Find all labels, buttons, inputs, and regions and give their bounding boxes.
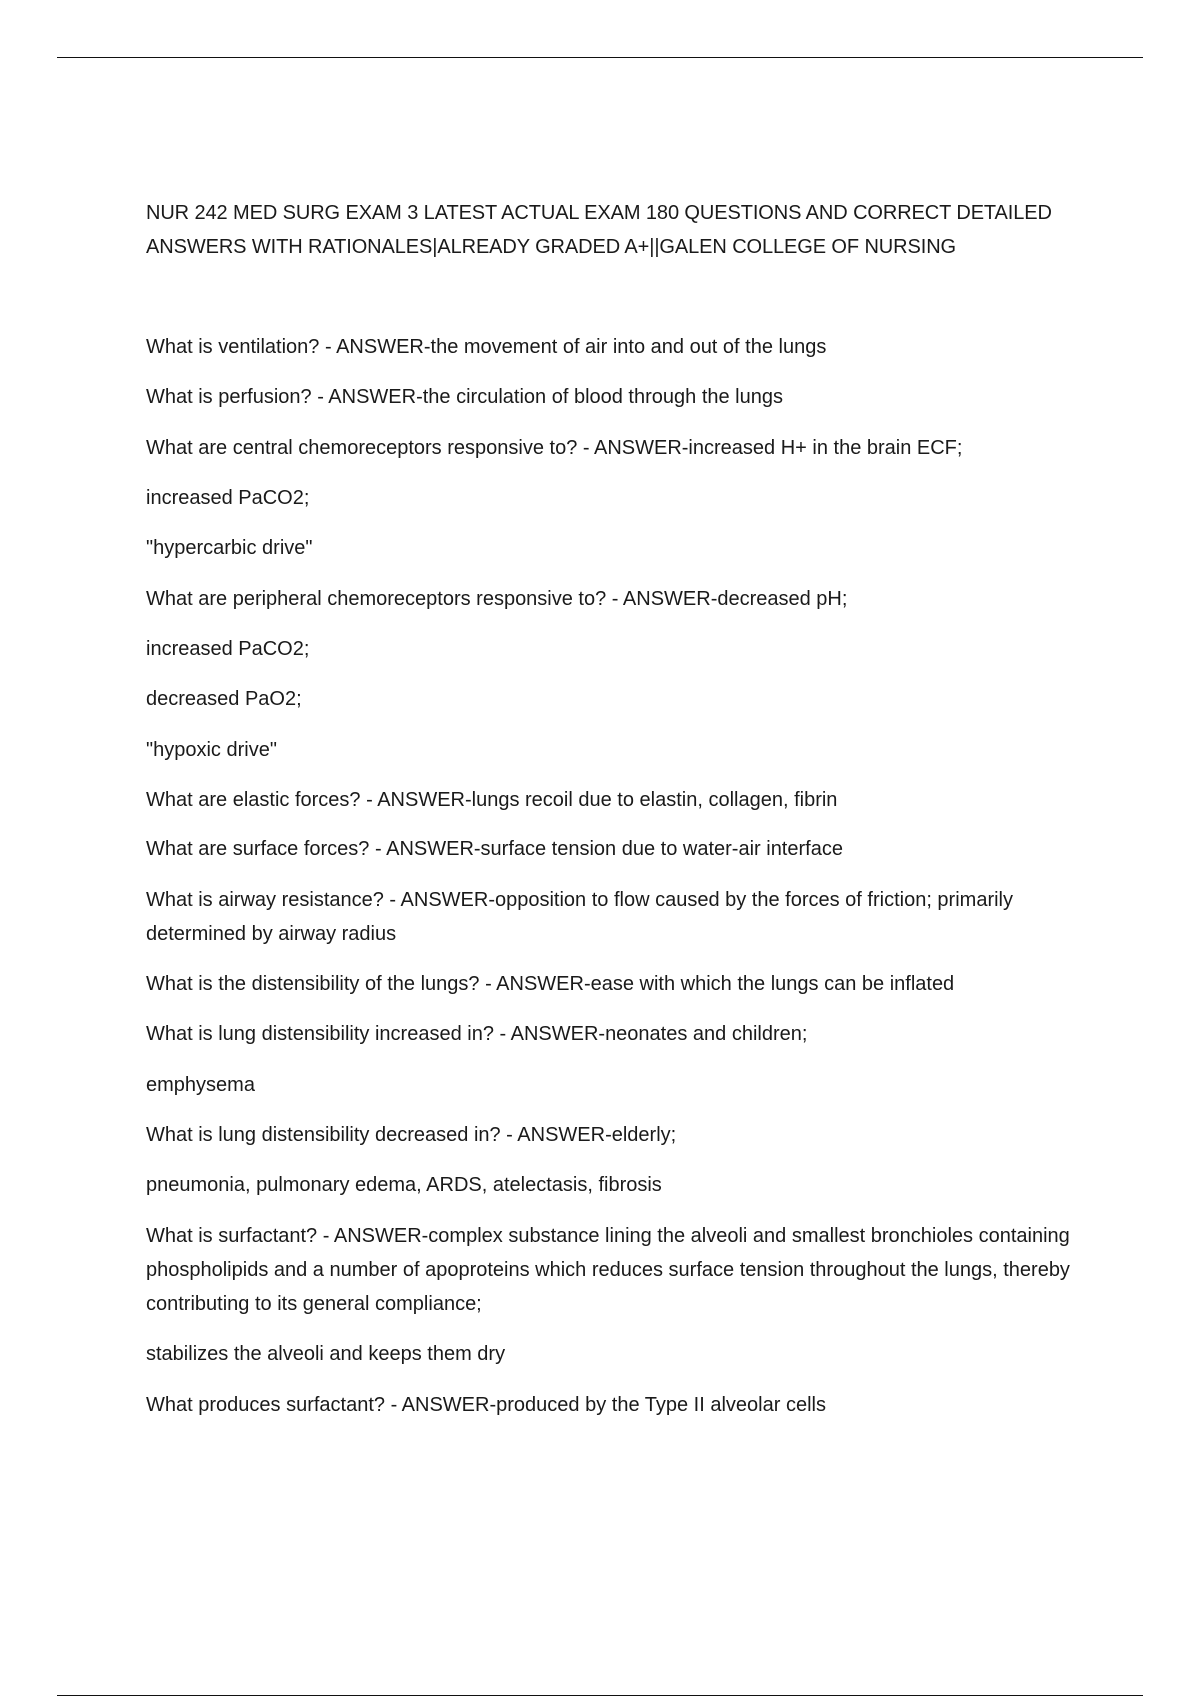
qa-line: What are surface forces? - ANSWER-surface tension due to water-air interface xyxy=(146,838,843,860)
qa-line: What is the distensibility of the lungs? - ANSWER-ease with which the lungs can be inflated xyxy=(146,973,955,995)
qa-line: What produces surfactant? - ANSWER-produced by the Type II alveolar cells xyxy=(146,1394,826,1416)
qa-line: "hypercarbic drive" xyxy=(146,537,313,559)
qa-line: What are peripheral chemoreceptors responsive to? - ANSWER-decreased pH; xyxy=(146,588,848,610)
qa-line: "hypoxic drive" xyxy=(146,739,277,761)
qa-line: What is perfusion? - ANSWER-the circulation of blood through the lungs xyxy=(146,386,783,408)
qa-line: What is lung distensibility decreased in? - ANSWER-elderly; xyxy=(146,1124,677,1146)
qa-line: What is surfactant? - ANSWER-complex substance lining the alveoli and smallest bronchioles containing phospholipids and a number of apoproteins which reduces surface tension throughout the lungs, thereby contributing to its general compliance; xyxy=(146,1225,1070,1315)
qa-line: stabilizes the alveoli and keeps them dry xyxy=(146,1343,506,1365)
qa-line: What is lung distensibility increased in? - ANSWER-neonates and children; xyxy=(146,1023,808,1045)
qa-line: emphysema xyxy=(146,1074,255,1096)
footer-rule xyxy=(57,1695,1143,1696)
qa-line: decreased PaO2; xyxy=(146,688,302,710)
header-rule xyxy=(57,57,1143,58)
qa-line: pneumonia, pulmonary edema, ARDS, atelectasis, fibrosis xyxy=(146,1174,662,1196)
qa-line: What are elastic forces? - ANSWER-lungs recoil due to elastin, collagen, fibrin xyxy=(146,789,838,811)
qa-line: What is airway resistance? - ANSWER-opposition to flow caused by the forces of friction; primarily determined by airway radius xyxy=(146,889,1013,945)
qa-line: increased PaCO2; xyxy=(146,638,310,660)
qa-line: increased PaCO2; xyxy=(146,487,310,509)
qa-line: What is ventilation? - ANSWER-the movement of air into and out of the lungs xyxy=(146,336,827,358)
document-title: NUR 242 MED SURG EXAM 3 LATEST ACTUAL EXAM 180 QUESTIONS AND CORRECT DETAILED ANSWERS WITH RATIONALES|ALREADY GRADED A+||GALEN COLLEGE OF NURSING xyxy=(146,202,1052,258)
qa-line: What are central chemoreceptors responsive to? - ANSWER-increased H+ in the brain ECF; xyxy=(146,437,963,459)
